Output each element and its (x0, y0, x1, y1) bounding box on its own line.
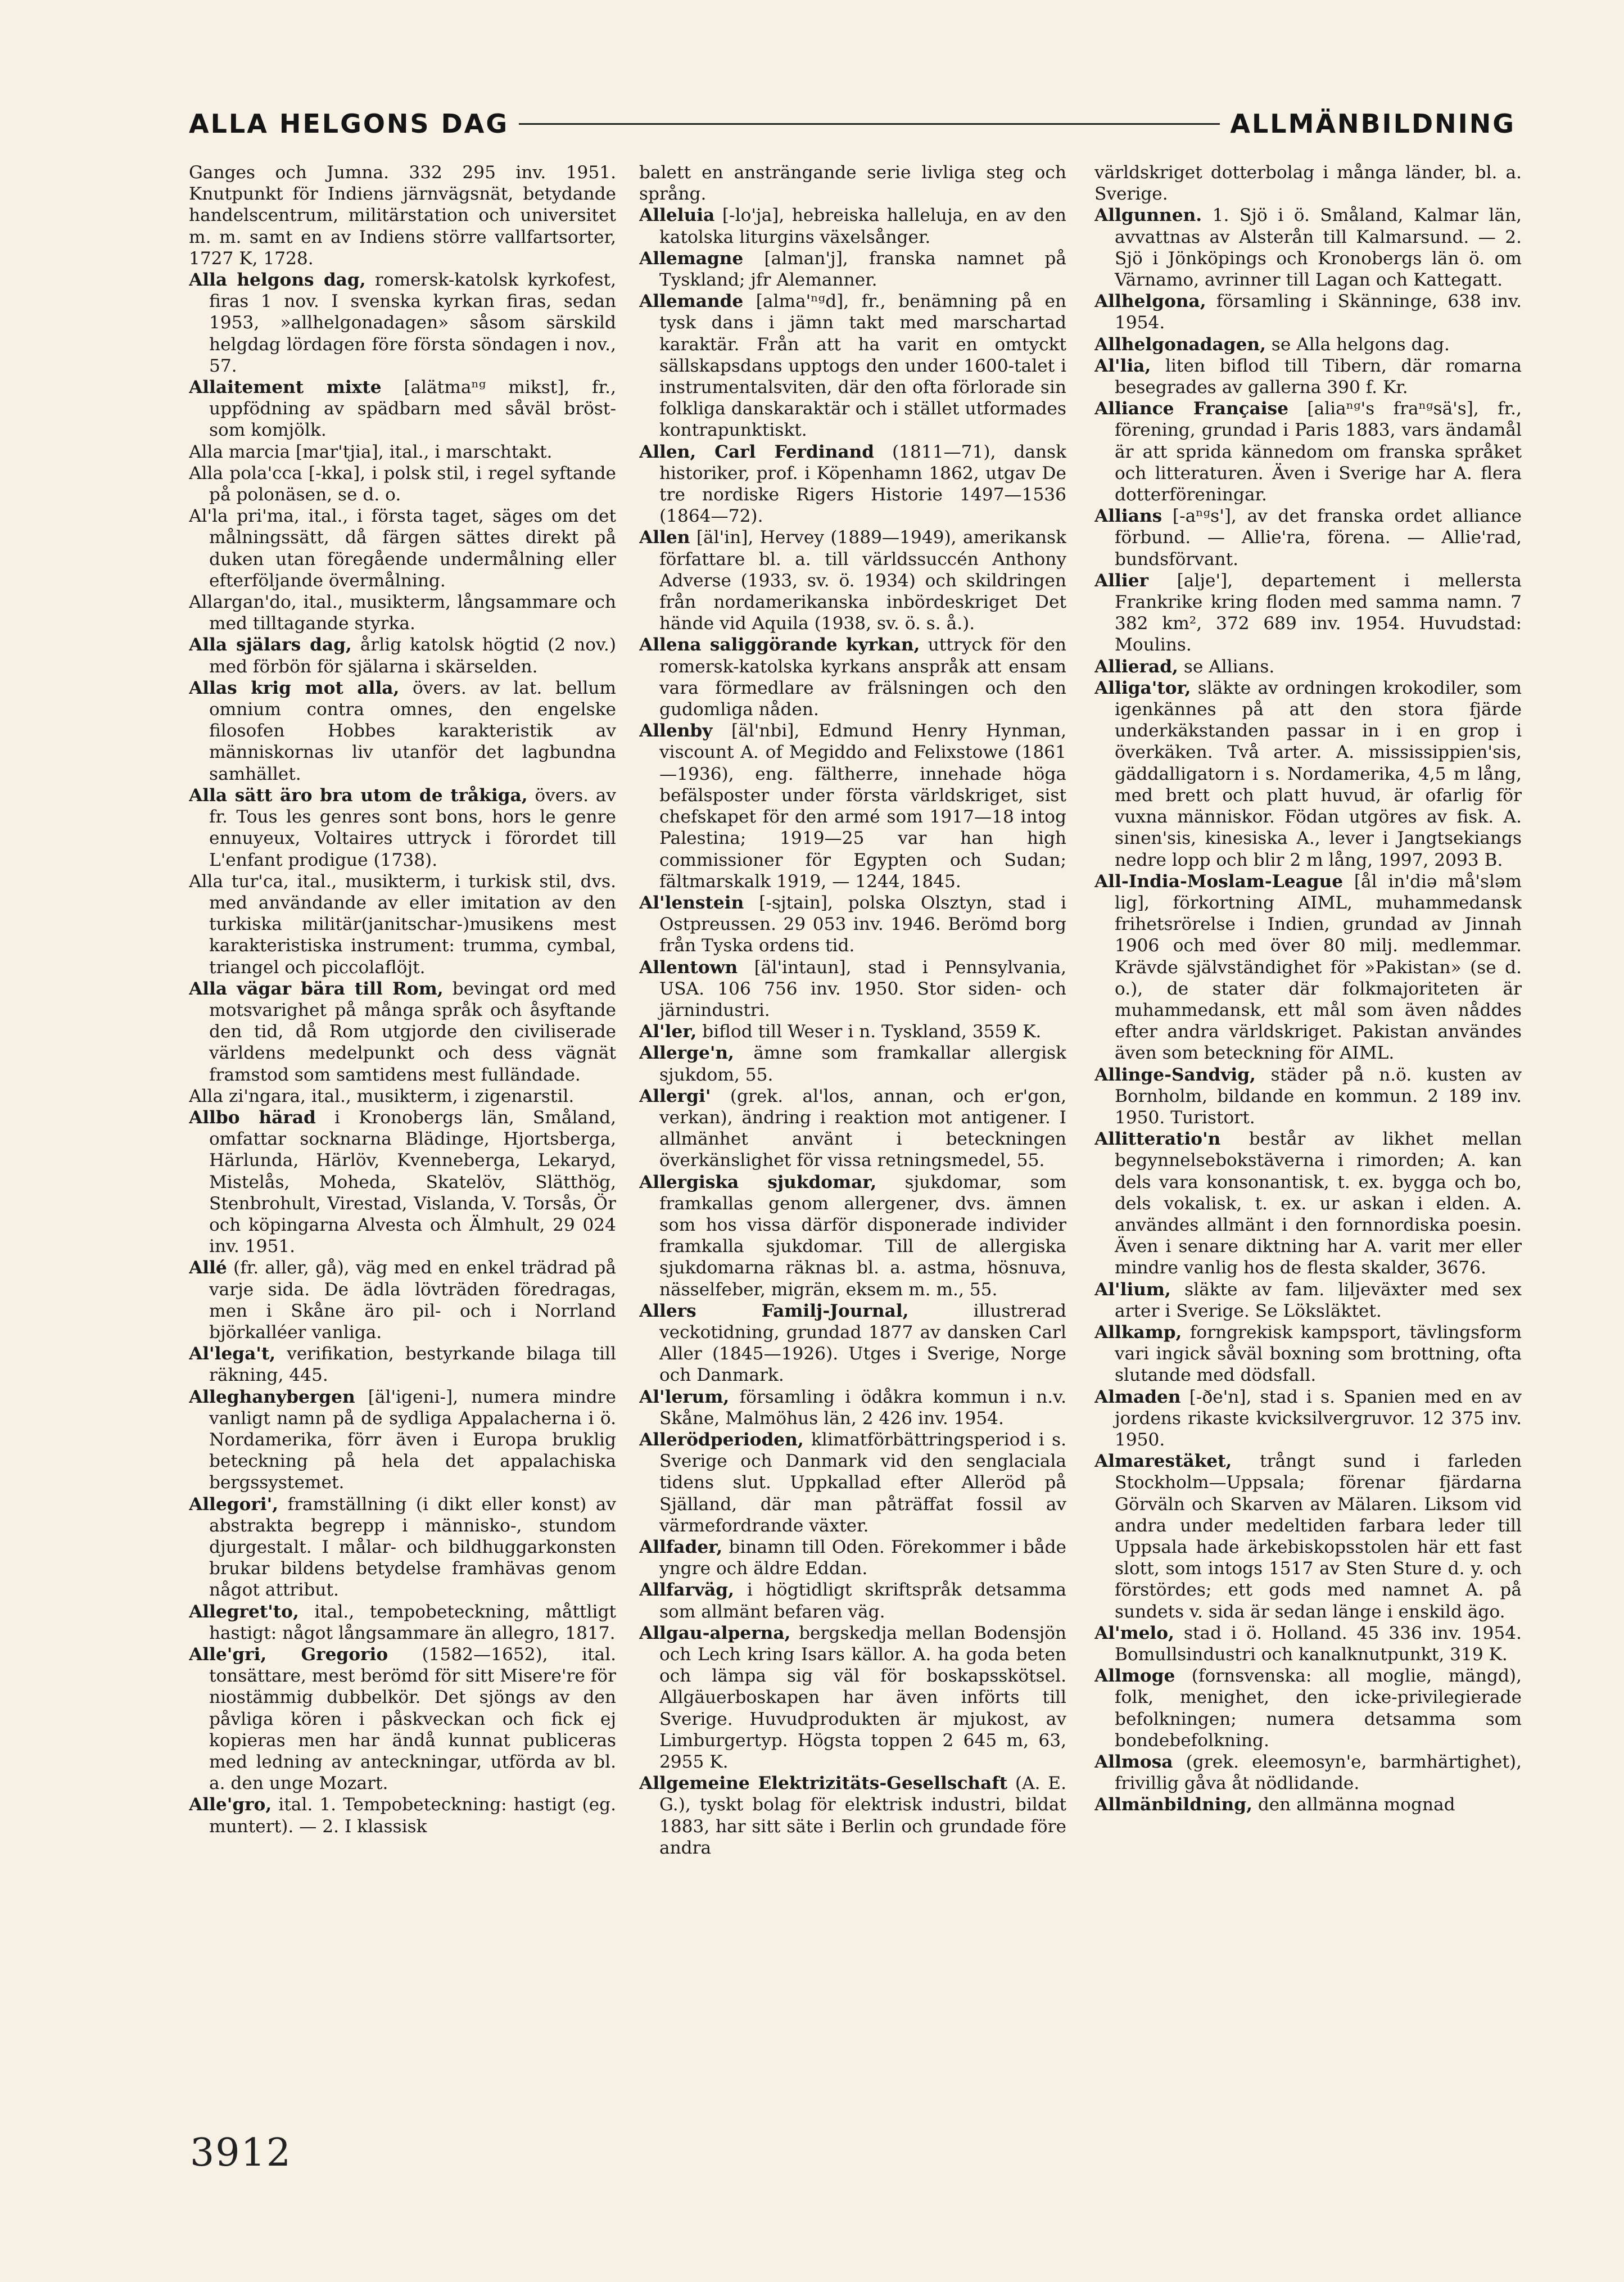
entry-text: [äl'intaun], stad i Pennsylvania, USA. 106 756 inv. 1950. Stor siden- och järnindustri. (659, 957, 1066, 1020)
entry-text: församling i ödåkra kommun i n.v. Skåne, Malmöhus län, 2 426 inv. 1954. (659, 1386, 1066, 1429)
entry-text: städer på n.ö. kusten av Bornholm, bildande en kommun. 2 189 inv. 1950. Turistort. (1115, 1064, 1522, 1128)
entry-text: trångt sund i farleden Stockholm—Uppsala; förenar fjärdarna Görväln och Skarven av Mälaren. Liksom vid andra under medeltiden farbara leder till Uppsala hade ärkebiskopsstolen här ett fast slott, som intogs 1517 av Sten Sture d. y. och förstördes; ett gods med namnet A. på sundets v. sida är sedan länge i enskild ägo. (1115, 1451, 1522, 1622)
entry-text: i högtidligt skriftspråk detsamma som allmänt befaren väg. (659, 1580, 1066, 1622)
entry-headword: Alle'gro, (189, 1795, 272, 1815)
entry-text: biflod till Weser i n. Tyskland, 3559 K. (702, 1022, 1042, 1042)
entry-headword: Allas krig mot alla, (189, 677, 400, 698)
entry-headword: Allaitement mixte (189, 377, 382, 398)
entry-text: sjukdomar, som framkallas genom allergener, dvs. ämnen som hos vissa därför disponerade individer framkalla sjukdomar. Till de allergiska sjukdomarna räknas bl. a. astma, hösnuva, nässelfeber, migrän, eksem m. m., 55. (659, 1172, 1066, 1300)
header-rule (519, 123, 1220, 125)
entry-headword: Allen (639, 527, 690, 548)
dictionary-entry (639, 527, 1066, 634)
entry-text: [-sjtain], polska Olsztyn, stad i Ostpreussen. 29 053 inv. 1946. Berömd borg från Tyska ordens tid. (659, 892, 1066, 956)
entry-text: [alätmaⁿᵍ mikst], fr., uppfödning av spädbarn med såväl bröst- som komjölk. (209, 377, 616, 441)
dictionary-entry (189, 441, 616, 463)
entry-text: [-lo'ja], hebreiska halleluja, en av den katolska liturgins växelsånger. (659, 205, 1066, 247)
dictionary-entry (189, 463, 616, 505)
text-column-1 (189, 162, 616, 2096)
dictionary-entry (189, 1601, 616, 1644)
entry-text: ämne som framkallar allergisk sjukdom, 55. (659, 1043, 1066, 1085)
entry-text: Alla marcia [mar'tjia], ital., i marschtakt. (189, 441, 553, 462)
dictionary-entry (639, 1623, 1066, 1773)
dictionary-entry (1094, 291, 1522, 333)
entry-headword: Allgunnen. (1094, 205, 1202, 226)
dictionary-entry (639, 1773, 1066, 1859)
dictionary-entry (189, 1386, 616, 1494)
page-header (189, 101, 1516, 146)
entry-headword: Allfader, (639, 1537, 723, 1557)
entry-text: [-aⁿᵍs'], av det franska ordet alliance förbund. — Allie'ra, förena. — Allie'rad, bundsförvant. (1115, 506, 1522, 570)
entry-headword: Al'lerum, (639, 1386, 730, 1407)
entry-headword: Allgemeine Elektrizitäts-Gesellschaft (639, 1773, 1008, 1794)
dictionary-entry (1094, 1751, 1522, 1794)
entry-headword: Al'lia, (1094, 355, 1151, 376)
entry-text: Ganges och Jumna. 332 295 inv. 1951. Knutpunkt för Indiens järnvägsnät, betydande handelscentrum, militärstation och universitet m. m. samt en av Indiens större vallfartsorter, 1727 K, 1728. (189, 162, 616, 269)
entry-continuation (639, 162, 1066, 205)
dictionary-entry (1094, 355, 1522, 398)
dictionary-entry (639, 1429, 1066, 1537)
dictionary-entry (639, 1579, 1066, 1622)
entry-headword: Allkamp, (1094, 1322, 1182, 1343)
dictionary-entry (189, 1343, 616, 1386)
entry-headword: Allergi' (639, 1086, 711, 1106)
dictionary-entry (639, 205, 1066, 247)
dictionary-entry (189, 1257, 616, 1343)
entry-headword: Alliga'tor, (1094, 677, 1191, 698)
entry-headword: Allmosa (1094, 1752, 1173, 1773)
entry-headword: Allmoge (1094, 1666, 1175, 1687)
entry-text: världskriget dotterbolag i många länder, bl. a. Sverige. (1094, 162, 1522, 205)
dictionary-entry (189, 677, 616, 785)
dictionary-entry (639, 1042, 1066, 1085)
dictionary-entry (639, 720, 1066, 892)
dictionary-entry (1094, 1064, 1522, 1129)
entry-headword: Almaden (1094, 1386, 1181, 1407)
entry-text: församling i Skänninge, 638 inv. 1954. (1115, 291, 1522, 333)
dictionary-entry (189, 1086, 616, 1107)
dictionary-entry (1094, 205, 1522, 291)
entry-text: släkte av fam. liljeväxter med sex arter i Sverige. Se Löksläktet. (1115, 1279, 1522, 1321)
entry-headword: Allegret'to, (189, 1601, 299, 1622)
entry-text: [äl'nbi], Edmund Henry Hynman, viscount A. of Megiddo and Felixstowe (1861—1936), eng. fältherre, innehade höga befälsposter under första världskriget, sist chefskapet för den armé som 1917—18 intog Palestina; 1919—25 var han high commissioner för Egypten och Sudan; fältmarskalk 1919, — 1244, 1845. (659, 721, 1066, 892)
entry-text: (grek. eleemosyn'e, barmhärtighet), frivillig gåva åt nödlidande. (1115, 1752, 1522, 1794)
entry-text: årlig katolsk högtid (2 nov.) med förbön för själarna i skärselden. (209, 635, 616, 677)
entry-headword: Allbo härad (189, 1107, 316, 1128)
dictionary-entry (639, 1021, 1066, 1042)
dictionary-entry (639, 957, 1066, 1022)
dictionary-entry (189, 1644, 616, 1794)
entry-headword: Al'ler, (639, 1022, 697, 1042)
entry-headword: Al'lega't, (189, 1344, 276, 1364)
entry-text: Alla tur'ca, ital., musikterm, i turkisk stil, dvs. med användande av eller imitation av den turkiska militär(janitschar-)musikens mest karakteristiska instrument: trumma, cymbal, triangel och piccolaflöjt. (189, 871, 616, 978)
entry-headword: Al'melo, (1094, 1623, 1174, 1643)
dictionary-entry (1094, 1279, 1522, 1322)
entry-headword: Allfarväg, (639, 1580, 734, 1601)
entry-headword: Allegori', (189, 1494, 279, 1515)
entry-headword: Allen, Carl Ferdinand (639, 441, 875, 462)
dictionary-entry (639, 1537, 1066, 1579)
entry-headword: Allergiska sjukdomar, (639, 1172, 877, 1192)
dictionary-entry (639, 248, 1066, 291)
dictionary-entry (1094, 1623, 1522, 1665)
dictionary-entry (1094, 1128, 1522, 1278)
entry-headword: Allhelgonadagen, (1094, 334, 1266, 355)
dictionary-entry (189, 269, 616, 377)
entry-text: romersk-katolsk kyrkofest, firas 1 nov. I svenska kyrkan firas, sedan 1953, »allhelgonadagen» såsom särskild helgdag lördagen före första söndagen i nov., 57. (209, 270, 616, 376)
entry-text: framställning (i dikt eller konst) av abstrakta begrepp i människo-, stundom djurgestalt. I målar- och bildhuggarkonsten brukar bildens betydelse framhävas genom något attribut. (209, 1494, 616, 1601)
entry-continuation (189, 162, 616, 269)
dictionary-entry (189, 785, 616, 871)
entry-headword: Alla själars dag, (189, 635, 352, 656)
dictionary-entry (639, 1172, 1066, 1300)
entry-text: (1582—1652), ital. tonsättare, mest berömd för sitt Misere're för niostämmig dubbelkör. Det sjöngs av den påvliga kören i påskveckan och fick ej kopieras men har ändå kunnat publiceras med ledning av anteckningar, utförda av bl. a. den unge Mozart. (209, 1644, 616, 1794)
dictionary-entry (1094, 505, 1522, 570)
entry-text: ital. 1. Tempobeteckning: hastigt (eg. muntert). — 2. I klassisk (209, 1795, 616, 1837)
text-column-3 (1094, 162, 1522, 2096)
dictionary-entry (189, 1794, 616, 1837)
entry-text: [alje'], departement i mellersta Frankrike kring floden med samma namn. 7 382 km², 372 689 inv. 1954. Huvudstad: Moulins. (1115, 570, 1522, 656)
entry-text: se Alla helgons dag. (1271, 334, 1450, 355)
dictionary-entry (1094, 570, 1522, 656)
dictionary-entry (1094, 871, 1522, 1064)
entry-text: bevingat ord med motsvarighet på många språk och åsyftande den tid, då Rom utgjorde den civiliserade världens medelpunkt och dess vägnät framstod som samtidens mest fulländade. (209, 978, 616, 1085)
page-number: 3912 (190, 2131, 292, 2175)
dictionary-entry (1094, 1665, 1522, 1751)
entry-text: (fr. aller, gå), väg med en enkel trädrad på varje sida. De ädla lövträden föredragas, men i Skåne äro pil- och i Norrland björkalléer vanliga. (209, 1258, 616, 1343)
entry-headword: Alla sätt äro bra utom de tråkiga, (189, 785, 528, 806)
running-head-right: ALLMÄNBILDNING (1230, 109, 1516, 139)
text-column-2 (639, 162, 1066, 2096)
entry-text: balett en ansträngande serie livliga steg och språng. (639, 162, 1066, 205)
entry-text: [alma'ⁿᵍd], fr., benämning på en tysk dans i jämn takt med marschartad karaktär. Från att ha varit en omtyckt sällskapsdans upptogs den under 1600-talet i instrumentalsviten, där den ofta förlorade sin folkliga danskaraktär och i stället utformades kontrapunktiskt. (659, 291, 1066, 441)
entry-text: Alla pola'cca [-kka], i polsk stil, i regel syftande på polonäsen, se d. o. (189, 463, 616, 505)
dictionary-entry (639, 1300, 1066, 1386)
entry-headword: Allerge'n, (639, 1043, 734, 1064)
entry-text: övers. av lat. bellum omnium contra omnes, den engelske filosofen Hobbes karakteristik av människornas liv utanför det lagbundna samhället. (209, 677, 616, 784)
entry-text: uttryck för den romersk-katolska kyrkans anspråk att ensam vara förmedlare av frälsningen och den gudomliga nåden. (659, 635, 1066, 720)
entry-headword: Al'lenstein (639, 892, 744, 913)
entry-text: [äl'in], Hervey (1889—1949), amerikansk författare bl. a. till världssuccén Anthony Adverse (1933, sv. ö. 1934) och skildringen från nordamerikanska inbördeskriget Det hände vid Aquila (1938, sv. ö. s. å.). (659, 527, 1066, 634)
dictionary-entry (639, 291, 1066, 441)
entry-headword: Alleluia (639, 205, 715, 226)
dictionary-entry (189, 871, 616, 978)
dictionary-entry (1094, 656, 1522, 677)
entry-headword: Allemagne (639, 248, 744, 269)
dictionary-entry (189, 505, 616, 591)
dictionary-entry (1094, 1450, 1522, 1623)
dictionary-entry (1094, 1322, 1522, 1386)
entry-text: [-ðe'n], stad i s. Spanien med en av jordens rikaste kvicksilvergruvor. 12 375 inv. 1950. (1115, 1386, 1522, 1450)
entry-text: släkte av ordningen krokodiler, som igenkännes på att den stora fjärde underkäkstanden passar in i en grop i överkäken. Två arter. A. mississippien'sis, gäddalligatorn i s. Nordamerika, 4,5 m lång, med brett och platt huvud, är ofarlig för vuxna människor. Födan utgöres av fisk. A. sinen'sis, kinesiska A., lever i Jangtsekiangs nedre lopp och blir 2 m lång, 1997, 2093 B. (1115, 677, 1522, 870)
entry-headword: Alle'gri, Gregorio (189, 1644, 388, 1665)
entry-text: övers. av fr. Tous les genres sont bons, hors le genre ennuyeux, Voltaires uttryck i förordet till L'enfant prodigue (1738). (209, 785, 616, 870)
dictionary-entry (639, 441, 1066, 527)
dictionary-entry (189, 1107, 616, 1257)
running-head-left: ALLA HELGONS DAG (189, 109, 509, 139)
entry-text: stad i ö. Holland. 45 336 inv. 1954. Bomullsindustri och kanalknutpunkt, 319 K. (1115, 1623, 1522, 1665)
entry-headword: Allhelgona, (1094, 291, 1206, 312)
entry-headword: Almarestäket, (1094, 1451, 1232, 1472)
dictionary-entry (1094, 398, 1522, 505)
entry-headword: Allierad, (1094, 656, 1178, 677)
entry-headword: Allemande (639, 291, 744, 312)
entry-continuation (1094, 162, 1522, 205)
entry-headword: Al'lium, (1094, 1279, 1171, 1300)
entry-headword: All-India-Moslam-League (1094, 871, 1343, 892)
entry-text: binamn till Oden. Förekommer i både yngre och äldre Eddan. (659, 1537, 1066, 1579)
entry-text: (1811—71), dansk historiker, prof. i Köpenhamn 1862, utgav De tre nordiske Rigers Historie 1497—1536 (1864—72). (659, 441, 1066, 527)
entry-headword: Allians (1094, 506, 1162, 527)
entry-text: verifikation, bestyrkande bilaga till räkning, 445. (209, 1344, 616, 1386)
entry-headword: Allitteratio'n (1094, 1129, 1221, 1150)
entry-headword: Allenby (639, 721, 713, 742)
entry-text: klimatförbättringsperiod i s. Sverige och Danmark vid den senglaciala tidens slut. Uppkallad efter Alleröd på Själland, där man påträffat fossil av värmefordrande växter. (659, 1429, 1066, 1536)
dictionary-entry (189, 634, 616, 677)
entry-text: i Kronobergs län, Småland, omfattar socknarna Blädinge, Hjortsberga, Härlunda, Härlöv, Kvenneberga, Lekaryd, Mistelås, Moheda, Skatelöv, Slätthög, Stenbrohult, Virestad, Vislanda, V. Torsås, Ör och köpingarna Alvesta och Älmhult, 29 024 inv. 1951. (209, 1107, 616, 1257)
entry-text: (fornsvenska: all moglie, mängd), folk, menighet, den icke-privilegierade befolkningen; numera detsamma som bondebefolkning. (1115, 1666, 1522, 1751)
entry-text: [äl'igeni-], numera mindre vanligt namn på de sydliga Appalacherna i ö. Nordamerika, förr även i Europa bruklig beteckning på hela det appalachiska bergssystemet. (209, 1386, 616, 1493)
entry-text: [alman'j], franska namnet på Tyskland; jfr Alemanner. (659, 248, 1066, 291)
entry-text: bergskedja mellan Bodensjön och Lech kring Isars källor. A. ha goda beten och lämpa sig väl för boskapsskötsel. Allgäuerboskapen har även införts till Sverige. Huvudprodukten är mjukost, av Limburgertyp. Högsta toppen 2 645 m, 63, 2955 K. (659, 1623, 1066, 1773)
dictionary-entry (189, 1494, 616, 1601)
dictionary-entry (639, 1086, 1066, 1172)
entry-text: Alla zi'ngara, ital., musikterm, i zigenarstil. (189, 1086, 574, 1106)
entry-headword: Alliance Française (1094, 399, 1289, 419)
entry-text: den allmänna mognad (1257, 1795, 1455, 1815)
entry-text: ital., tempobeteckning, måttligt hastigt: något långsammare än allegro, 1817. (209, 1601, 616, 1643)
entry-headword: Allena saliggörande kyrkan, (639, 635, 920, 656)
entry-headword: Allé (189, 1258, 227, 1278)
entry-headword: Alla helgons dag, (189, 270, 366, 291)
dictionary-entry (639, 1386, 1066, 1429)
dictionary-entry (189, 591, 616, 634)
entry-text: forngrekisk kampsport, tävlingsform vari ingick såväl boxning som brottning, ofta slutande med dödsfall. (1115, 1322, 1522, 1386)
dictionary-entry (1094, 334, 1522, 355)
entry-text: [ål in'diə må'sləm lig], förkortning AIML, muhammedansk frihetsrörelse i Indien, grundad av Jinnah 1906 och med över 80 milj. medlemmar. Krävde självständighet för »Pakistan» (se d. o.), de stater där folkmajoriteten är muhammedansk, ett mål som även nåddes efter andra världskriget. Pakistan användes även som beteckning för AIML. (1115, 871, 1522, 1064)
entry-text: består av likhet mellan begynnelsebokstäverna i rimorden; A. kan dels vara konsonantisk, t. ex. bygga och bo, dels vokalisk, t. ex. ur askan i elden. A. användes allmänt i den fornnordiska poesin. Även i senare diktning har A. varit mer eller mindre vanlig hos de flesta skalder, 3676. (1115, 1129, 1522, 1278)
dictionary-entry (1094, 1386, 1522, 1451)
entry-text: illustrerad veckotidning, grundad 1877 av dansken Carl Aller (1845—1926). Utges i Sverige, Norge och Danmark. (659, 1300, 1066, 1386)
entry-text: [aliaⁿᵍ's fraⁿᵍsä's], fr., förening, grundad i Paris 1883, vars ändamål är att sprida kännedom om franska språket och litteraturen. Även i Sverige har A. flera dotterföreningar. (1115, 399, 1522, 505)
entry-headword: Allgau-alperna, (639, 1623, 791, 1643)
entry-headword: Allinge-Sandvig, (1094, 1064, 1256, 1085)
entry-text: liten biflod till Tibern, där romarna besegrades av gallerna 390 f. Kr. (1115, 355, 1522, 398)
entry-headword: Allier (1094, 570, 1149, 591)
dictionary-entry (1094, 677, 1522, 871)
dictionary-entry (639, 634, 1066, 720)
entry-headword: Alla vägar bära till Rom, (189, 978, 444, 999)
dictionary-entry (189, 978, 616, 1086)
entry-text: Allargan'do, ital., musikterm, långsammare och med tilltagande styrka. (189, 592, 616, 634)
entry-headword: Allers Familj-Journal, (639, 1300, 909, 1321)
entry-headword: Allentown (639, 957, 738, 978)
entry-headword: Alleghanybergen (189, 1386, 355, 1407)
entry-text: se Allians. (1183, 656, 1275, 677)
dictionary-entry (189, 377, 616, 441)
entry-text: (grek. al'los, annan, och er'gon, verkan), ändring i reaktion mot antigener. I allmänhet använt i beteckningen överkänslighet för vissa retningsmedel, 55. (659, 1086, 1066, 1171)
entry-text: 1. Sjö i ö. Småland, Kalmar län, avvattnas av Alsterån till Kalmarsund. — 2. Sjö i Jönköpings och Kronobergs län ö. om Värnamo, avrinner till Lagan och Kattegatt. (1115, 205, 1522, 291)
dictionary-entry (639, 892, 1066, 957)
entry-text: (A. E. G.), tyskt bolag för elektrisk industri, bildat 1883, har sitt säte i Berlin och grundade före andra (659, 1773, 1066, 1858)
entry-headword: Allerödperioden, (639, 1429, 804, 1450)
dictionary-entry (1094, 1794, 1522, 1815)
entry-text: Al'la pri'ma, ital., i första taget, säges om det målningssätt, då färgen sättes direkt på duken utan föregående undermålning eller efterföljande övermålning. (189, 506, 616, 591)
entry-headword: Allmänbildning, (1094, 1795, 1252, 1815)
